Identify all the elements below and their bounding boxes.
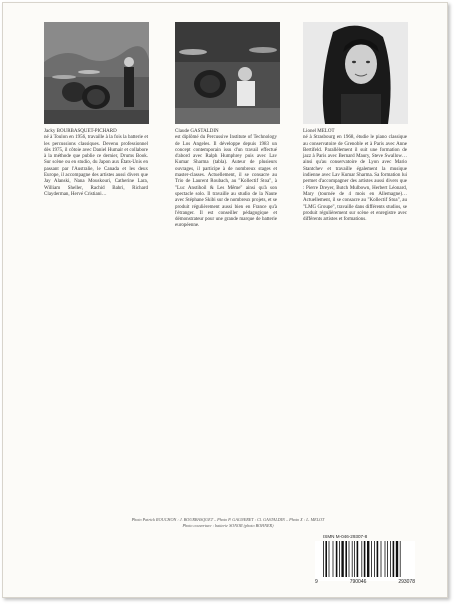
bio-name: Jacky BOURBASQUET-PICHARD xyxy=(44,129,117,134)
barcode-bars xyxy=(315,541,415,579)
barcode xyxy=(315,541,415,581)
bio-name: Claude GASTALDIN xyxy=(175,129,219,134)
photo-drummer-drumkit xyxy=(44,22,149,124)
bio-text: né à Strasbourg en 1968, étudie le piano classique au conservatoire de Grenoble et à Paris avec Anne Bertifeld. Parallèlement il suit une formation de jazz à Paris avec Bernard Maury, Steve Swallow… ainsi qu'au conservatoire de Lyon avec Mario Stantchev et travaille également la musique indienne avec Lav Kumar Sharma. Sa formation lui permet d'accompagner des artistes aussi divers que : Pierre Dreyer, Butch Mulbown, Herbert Léonard, Mary (tournée de 4 mois en Allemagne)… Actuellement, il se consacre au "Kollectif Stoa", au "LMG Groupe", travaille dans différents studios, se produit régulièrement sur scène et enregistre avec différents artistes et formations. xyxy=(303,135,407,223)
bio-column-3 xyxy=(303,129,407,223)
barcode-digit-prefix: 9 xyxy=(315,579,318,585)
barcode-digit-group-1: 790046 xyxy=(349,579,367,585)
bio-name: Lionel MELOT xyxy=(303,129,335,134)
barcode-digit-group-2: 293078 xyxy=(398,579,415,585)
bio-column-1 xyxy=(44,129,148,198)
photo-drummer-seated xyxy=(175,22,280,124)
photo-credits xyxy=(63,517,393,529)
barcode-digits xyxy=(315,579,415,585)
ismn-code: ISMN M-046-29307-8 xyxy=(323,534,368,539)
bio-column-2 xyxy=(175,129,277,230)
bio-text: né à Toulon en 1956, travaille à la fois la batterie et les percussions classiques. Devenu professionnel dès 1975, il côtoie avec Daniel Humair et collabore à la méthode que publie ce dernier, Drums Book. Sur scène ou en studio, du Japon aux États-Unis en passant par l'Australie, le Canada et les deux Europe, il accompagne des artistes aussi divers que Jay Alanski, Nana Mouskouri, Catherine Lara, William Sheller, Rachid Bahri, Richard Clayderman, Hervé Cristiani… xyxy=(44,135,148,197)
photo-pianist-portrait xyxy=(303,22,408,124)
cover-credit-line: Photo couverture : batterie SONOR (photo BOHNER) xyxy=(182,523,274,528)
back-cover-page xyxy=(2,2,448,598)
photo-credits-line: Photo Patrick ROUCHON : J. BOURBASQUET – Photo P. GAGNERET : Cl. GASTALDIN – Photo X : L. MELOT xyxy=(131,517,325,522)
bio-text: est diplômé du Percussive Institute of Technology de Los Angeles. Il développe depuis 1983 un concept contemporain issu d'un travail effectué d'abord avec Ralph Humphrey puis avec Lav Kumar Sharma (tabla). Auteur de plusieurs ouvrages, il participe à de nombreux stages et master-classes. Actuellement, il se consacre au Trio de Laurent Roubach, au "Kollectif Stoa", à "Luc Anstihoil & Les Même" ainsi qu'à son spectacle solo. Il travaille au studio de la Naute avec Stéphane Skibi sur de nombreux projets, et se produit régulièrement aussi bien en France qu'à l'étranger. Il est conseiller pédagogique et démonstrateur pour une grande marque de batterie européenne. xyxy=(175,135,277,229)
